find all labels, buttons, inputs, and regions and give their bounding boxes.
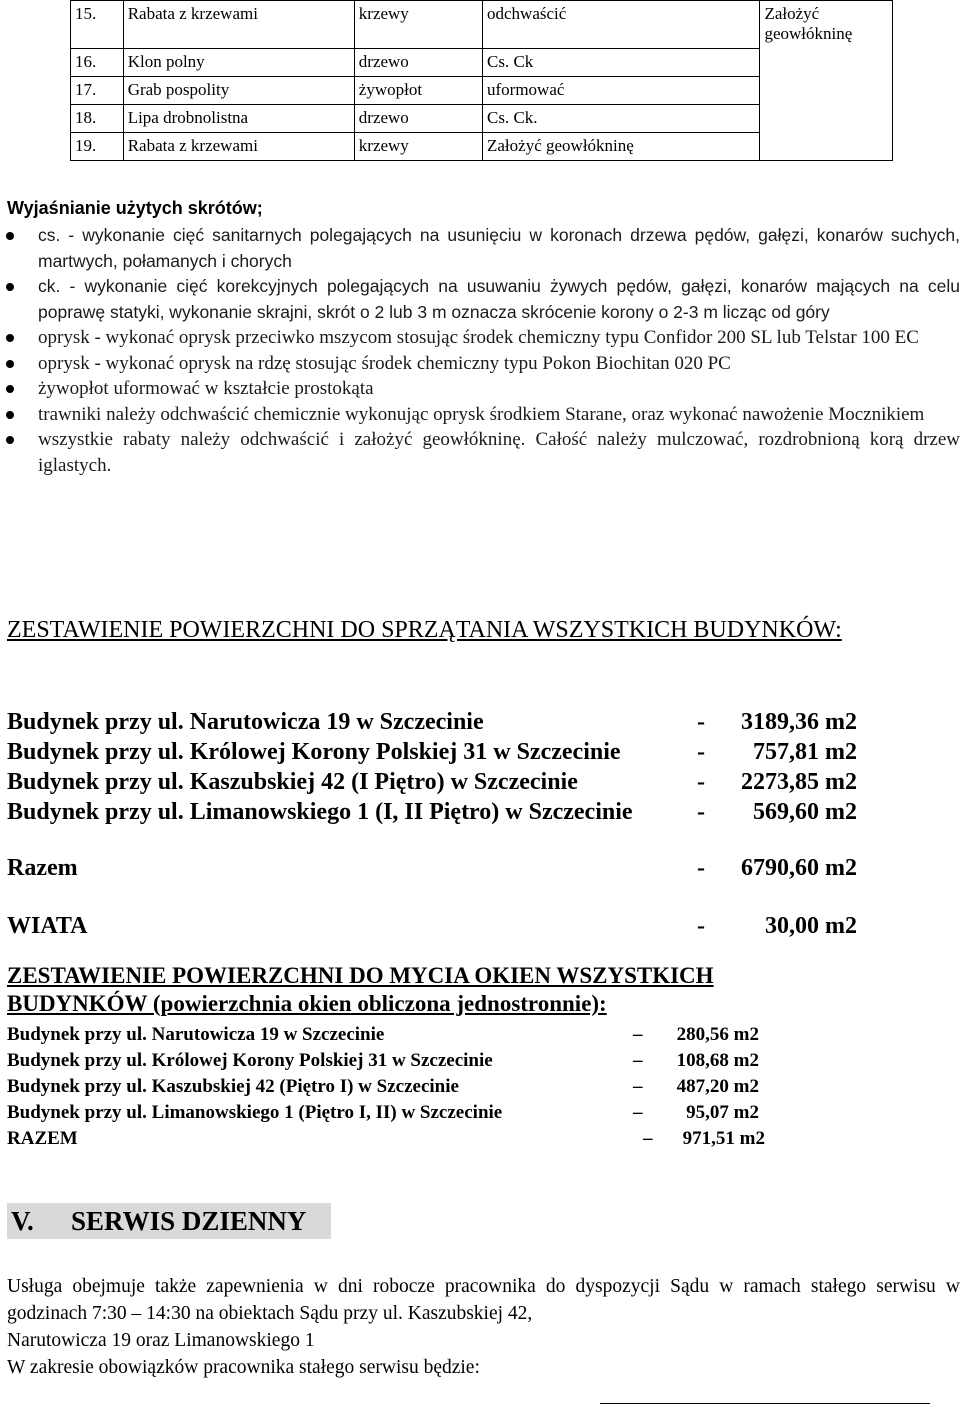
cleaning-row [7, 797, 907, 827]
service-paragraph-line: Narutowicza 19 oraz Limanowskiego 1 [7, 1330, 315, 1351]
area-value: 95,07 m2 [686, 1102, 759, 1123]
list-item-text: ck. - wykonanie cięć korekcyjnych polegających na usuwaniu żywych pędów, gałęzi, konarów mających na celu poprawę statyki, wykonanie skrajni, skrót o 2 lub 3 m oznacza skrócenie korony o 2-3 m licząc od góry [38, 276, 960, 322]
service-description [7, 1273, 960, 1381]
shelter-label: WIATA [7, 913, 88, 939]
area-value: 3189,36 m2 [741, 709, 857, 735]
plant-name: Rabata z krzewami [123, 1, 354, 49]
bullet-icon [6, 283, 14, 291]
bullet-icon [6, 411, 14, 419]
area-value: 569,60 m2 [753, 799, 857, 825]
row-number: 16. [71, 48, 124, 76]
building-label: Budynek przy ul. Limanowskiego 1 (Piętro I, II) w Szczecinie [7, 1102, 503, 1123]
row-number: 18. [71, 104, 124, 132]
cleaning-total-row [7, 853, 907, 883]
area-value: 757,81 m2 [753, 739, 857, 765]
plant-note [760, 132, 893, 160]
row-number: 15. [71, 1, 124, 49]
list-item-text: żywopłot uformować w kształcie prostokąta [38, 378, 374, 399]
section-heading [7, 1203, 331, 1239]
list-item-text: cs. - wykonanie cięć sanitarnych polegających na usunięciu w koronach drzewa pędów, gałęzi, konarów suchych, martwych, połamanych i chorych [38, 225, 960, 271]
plant-note [760, 76, 893, 104]
plant-name: Grab pospolity [123, 76, 354, 104]
building-label: Budynek przy ul. Narutowicza 19 w Szczecinie [7, 709, 484, 735]
window-row [7, 1048, 807, 1074]
divider [600, 1403, 930, 1404]
area-value: 2273,85 m2 [741, 769, 857, 795]
abbreviations-heading: Wyjaśnianie użytych skrótów; [7, 198, 263, 218]
table-row [71, 132, 893, 160]
plant-name: Klon polny [123, 48, 354, 76]
area-value: 487,20 m2 [676, 1076, 759, 1097]
dash: – [643, 1128, 653, 1149]
list-item [0, 402, 960, 428]
plant-type: żywopłot [354, 76, 482, 104]
plant-action: Cs. Ck [483, 48, 760, 76]
plant-note: Założyć geowłókninę [760, 1, 893, 49]
list-item [0, 351, 960, 377]
bullet-icon [6, 334, 14, 342]
bullet-icon [6, 232, 14, 240]
row-number: 17. [71, 76, 124, 104]
building-label: Budynek przy ul. Kaszubskiej 42 (I Piętro) w Szczecinie [7, 769, 578, 795]
window-row [7, 1074, 807, 1100]
bullet-icon [6, 436, 14, 444]
dash: – [633, 1050, 643, 1071]
cleaning-heading: ZESTAWIENIE POWIERZCHNI DO SPRZĄTANIA WSZYSTKICH BUDYNKÓW: [7, 617, 842, 643]
bullet-icon [6, 360, 14, 368]
building-label: Budynek przy ul. Limanowskiego 1 (I, II Piętro) w Szczecinie [7, 799, 633, 825]
building-label: Budynek przy ul. Narutowicza 19 w Szczecinie [7, 1024, 385, 1045]
table-row [71, 76, 893, 104]
plant-name: Lipa drobnolistna [123, 104, 354, 132]
plant-type: krzewy [354, 132, 482, 160]
section-title: SERWIS DZIENNY [71, 1206, 307, 1236]
plant-type: drzewo [354, 104, 482, 132]
plant-action: Założyć geowłókninę [483, 132, 760, 160]
windows-heading: ZESTAWIENIE POWIERZCHNI DO MYCIA OKIEN WSZYSTKICH BUDYNKÓW (powierzchnia okien obliczona jednostronnie): [7, 963, 714, 1016]
list-item-text: oprysk - wykonać oprysk na rdzę stosując środek chemiczny typu Pokon Biochitan 020 PC [38, 352, 731, 374]
service-paragraph-line: Usługa obejmuje także zapewnienia w dni robocze pracownika do dyspozycji Sądu w ramach stałego serwisu w godzinach 7:30 – 14:30 na obiektach Sądu przy ul. Kaszubskiej 42, [7, 1276, 960, 1324]
plant-action: Cs. Ck. [483, 104, 760, 132]
plant-action: odchwaścić [483, 1, 760, 49]
shelter-value: 30,00 m2 [765, 913, 857, 939]
list-item-text: wszystkie rabaty należy odchwaścić i założyć geowłókninę. Całość należy mulczować, rozdrobnioną korą drzew iglastych. [38, 429, 960, 476]
bullet-icon [6, 385, 14, 393]
cleaning-row [7, 767, 907, 797]
dash: - [697, 855, 705, 881]
building-label: Budynek przy ul. Królowej Korony Polskiej 31 w Szczecinie [7, 739, 621, 765]
dash: – [633, 1102, 643, 1123]
plant-table [70, 0, 893, 161]
dash: - [697, 709, 705, 735]
total-value: 6790,60 m2 [741, 855, 857, 881]
shelter-row [7, 911, 907, 941]
dash: - [697, 769, 705, 795]
building-label: Budynek przy ul. Kaszubskiej 42 (Piętro I) w Szczecinie [7, 1076, 459, 1097]
plant-type: drzewo [354, 48, 482, 76]
list-item [0, 427, 960, 478]
window-row [7, 1100, 807, 1126]
table-row [71, 48, 893, 76]
list-item-text: trawniki należy odchwaścić chemicznie wykonując oprysk środkiem Starane, oraz wykonać nawożenie Mocznikiem [38, 403, 925, 425]
building-label: Budynek przy ul. Królowej Korony Polskiej 31 w Szczecinie [7, 1050, 493, 1071]
dash: - [697, 913, 705, 939]
cleaning-row [7, 707, 907, 737]
section-number: V. [11, 1206, 34, 1236]
total-label: Razem [7, 855, 78, 881]
list-item-text: oprysk - wykonać oprysk przeciwko mszycom stosując środek chemiczny typu Confidor 200 SL lub Telstar 100 EC [38, 327, 919, 348]
window-total-row [7, 1126, 807, 1152]
dash: – [633, 1024, 643, 1045]
table-row [71, 1, 893, 49]
list-item [0, 376, 960, 402]
window-row [7, 1022, 807, 1048]
plant-name: Rabata z krzewami [123, 132, 354, 160]
plant-type: krzewy [354, 1, 482, 49]
plant-note [760, 48, 893, 76]
dash: – [633, 1076, 643, 1097]
cleaning-row [7, 737, 907, 767]
plant-action: uformować [483, 76, 760, 104]
area-value: 280,56 m2 [676, 1024, 759, 1045]
abbreviations-list [0, 223, 960, 478]
total-value: 971,51 m2 [682, 1128, 765, 1149]
plant-note [760, 104, 893, 132]
dash: - [697, 739, 705, 765]
list-item [0, 274, 960, 325]
list-item [0, 325, 960, 351]
service-paragraph: W zakresie obowiązków pracownika stałego serwisu będzie: [7, 1357, 480, 1378]
list-item [0, 223, 960, 274]
row-number: 19. [71, 132, 124, 160]
table-row [71, 104, 893, 132]
dash: - [697, 799, 705, 825]
area-value: 108,68 m2 [676, 1050, 759, 1071]
total-label: RAZEM [7, 1128, 78, 1149]
